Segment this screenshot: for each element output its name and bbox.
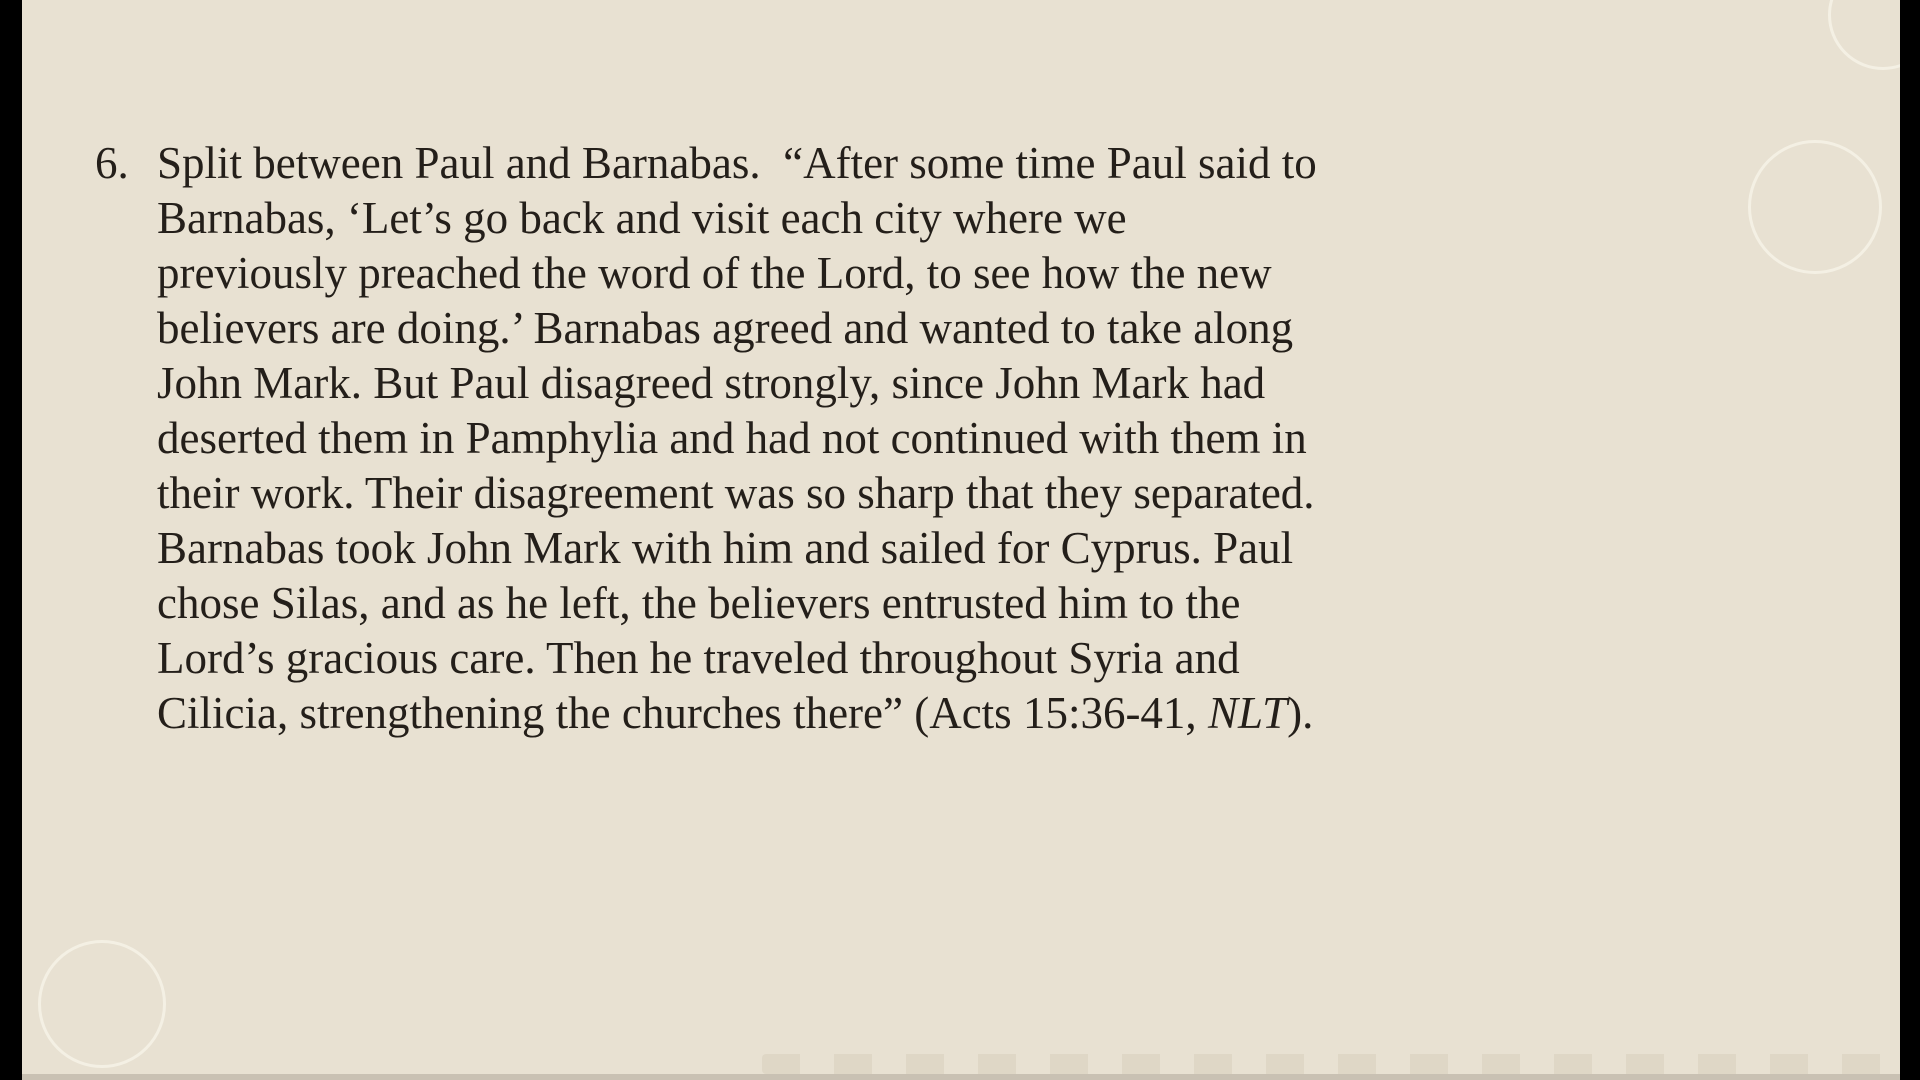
slide-body-text [95, 136, 1317, 741]
bottom-edge-shade [22, 1074, 1900, 1080]
list-item-number: 6. [95, 138, 129, 188]
text-line: their work. Their disagreement was so sharp that they separated. [157, 468, 1315, 518]
text-line: previously preached the word of the Lord, to see how the new [157, 248, 1272, 298]
quote-lines [157, 136, 1317, 741]
letterbox-bar-right [1900, 0, 1920, 1080]
text-line: Split between Paul and Barnabas. “After some time Paul said to [157, 138, 1317, 188]
decorative-circle-top-right [1748, 140, 1882, 274]
text-line: deserted them in Pamphylia and had not continued with them in [157, 413, 1307, 463]
text-line: believers are doing.’ Barnabas agreed and wanted to take along [157, 303, 1294, 353]
translation-abbreviation: NLT [1207, 688, 1288, 738]
text-line: chose Silas, and as he left, the believers entrusted him to the [157, 578, 1241, 628]
text-line: Barnabas took John Mark with him and sailed for Cyprus. Paul [157, 523, 1294, 573]
decorative-motif-row [762, 1054, 1892, 1074]
text-line: Cilicia, strengthening the churches there” (Acts 15:36-41, NLT). [157, 688, 1314, 738]
text-line: Barnabas, ‘Let’s go back and visit each city where we [157, 193, 1127, 243]
decorative-circle-bottom-left [38, 940, 166, 1068]
text-line: Lord’s gracious care. Then he traveled throughout Syria and [157, 633, 1240, 683]
text-line: John Mark. But Paul disagreed strongly, since John Mark had [157, 358, 1266, 408]
presentation-slide [22, 0, 1900, 1080]
letterbox-bar-left [0, 0, 22, 1080]
decorative-circle-corner-right [1828, 0, 1900, 70]
